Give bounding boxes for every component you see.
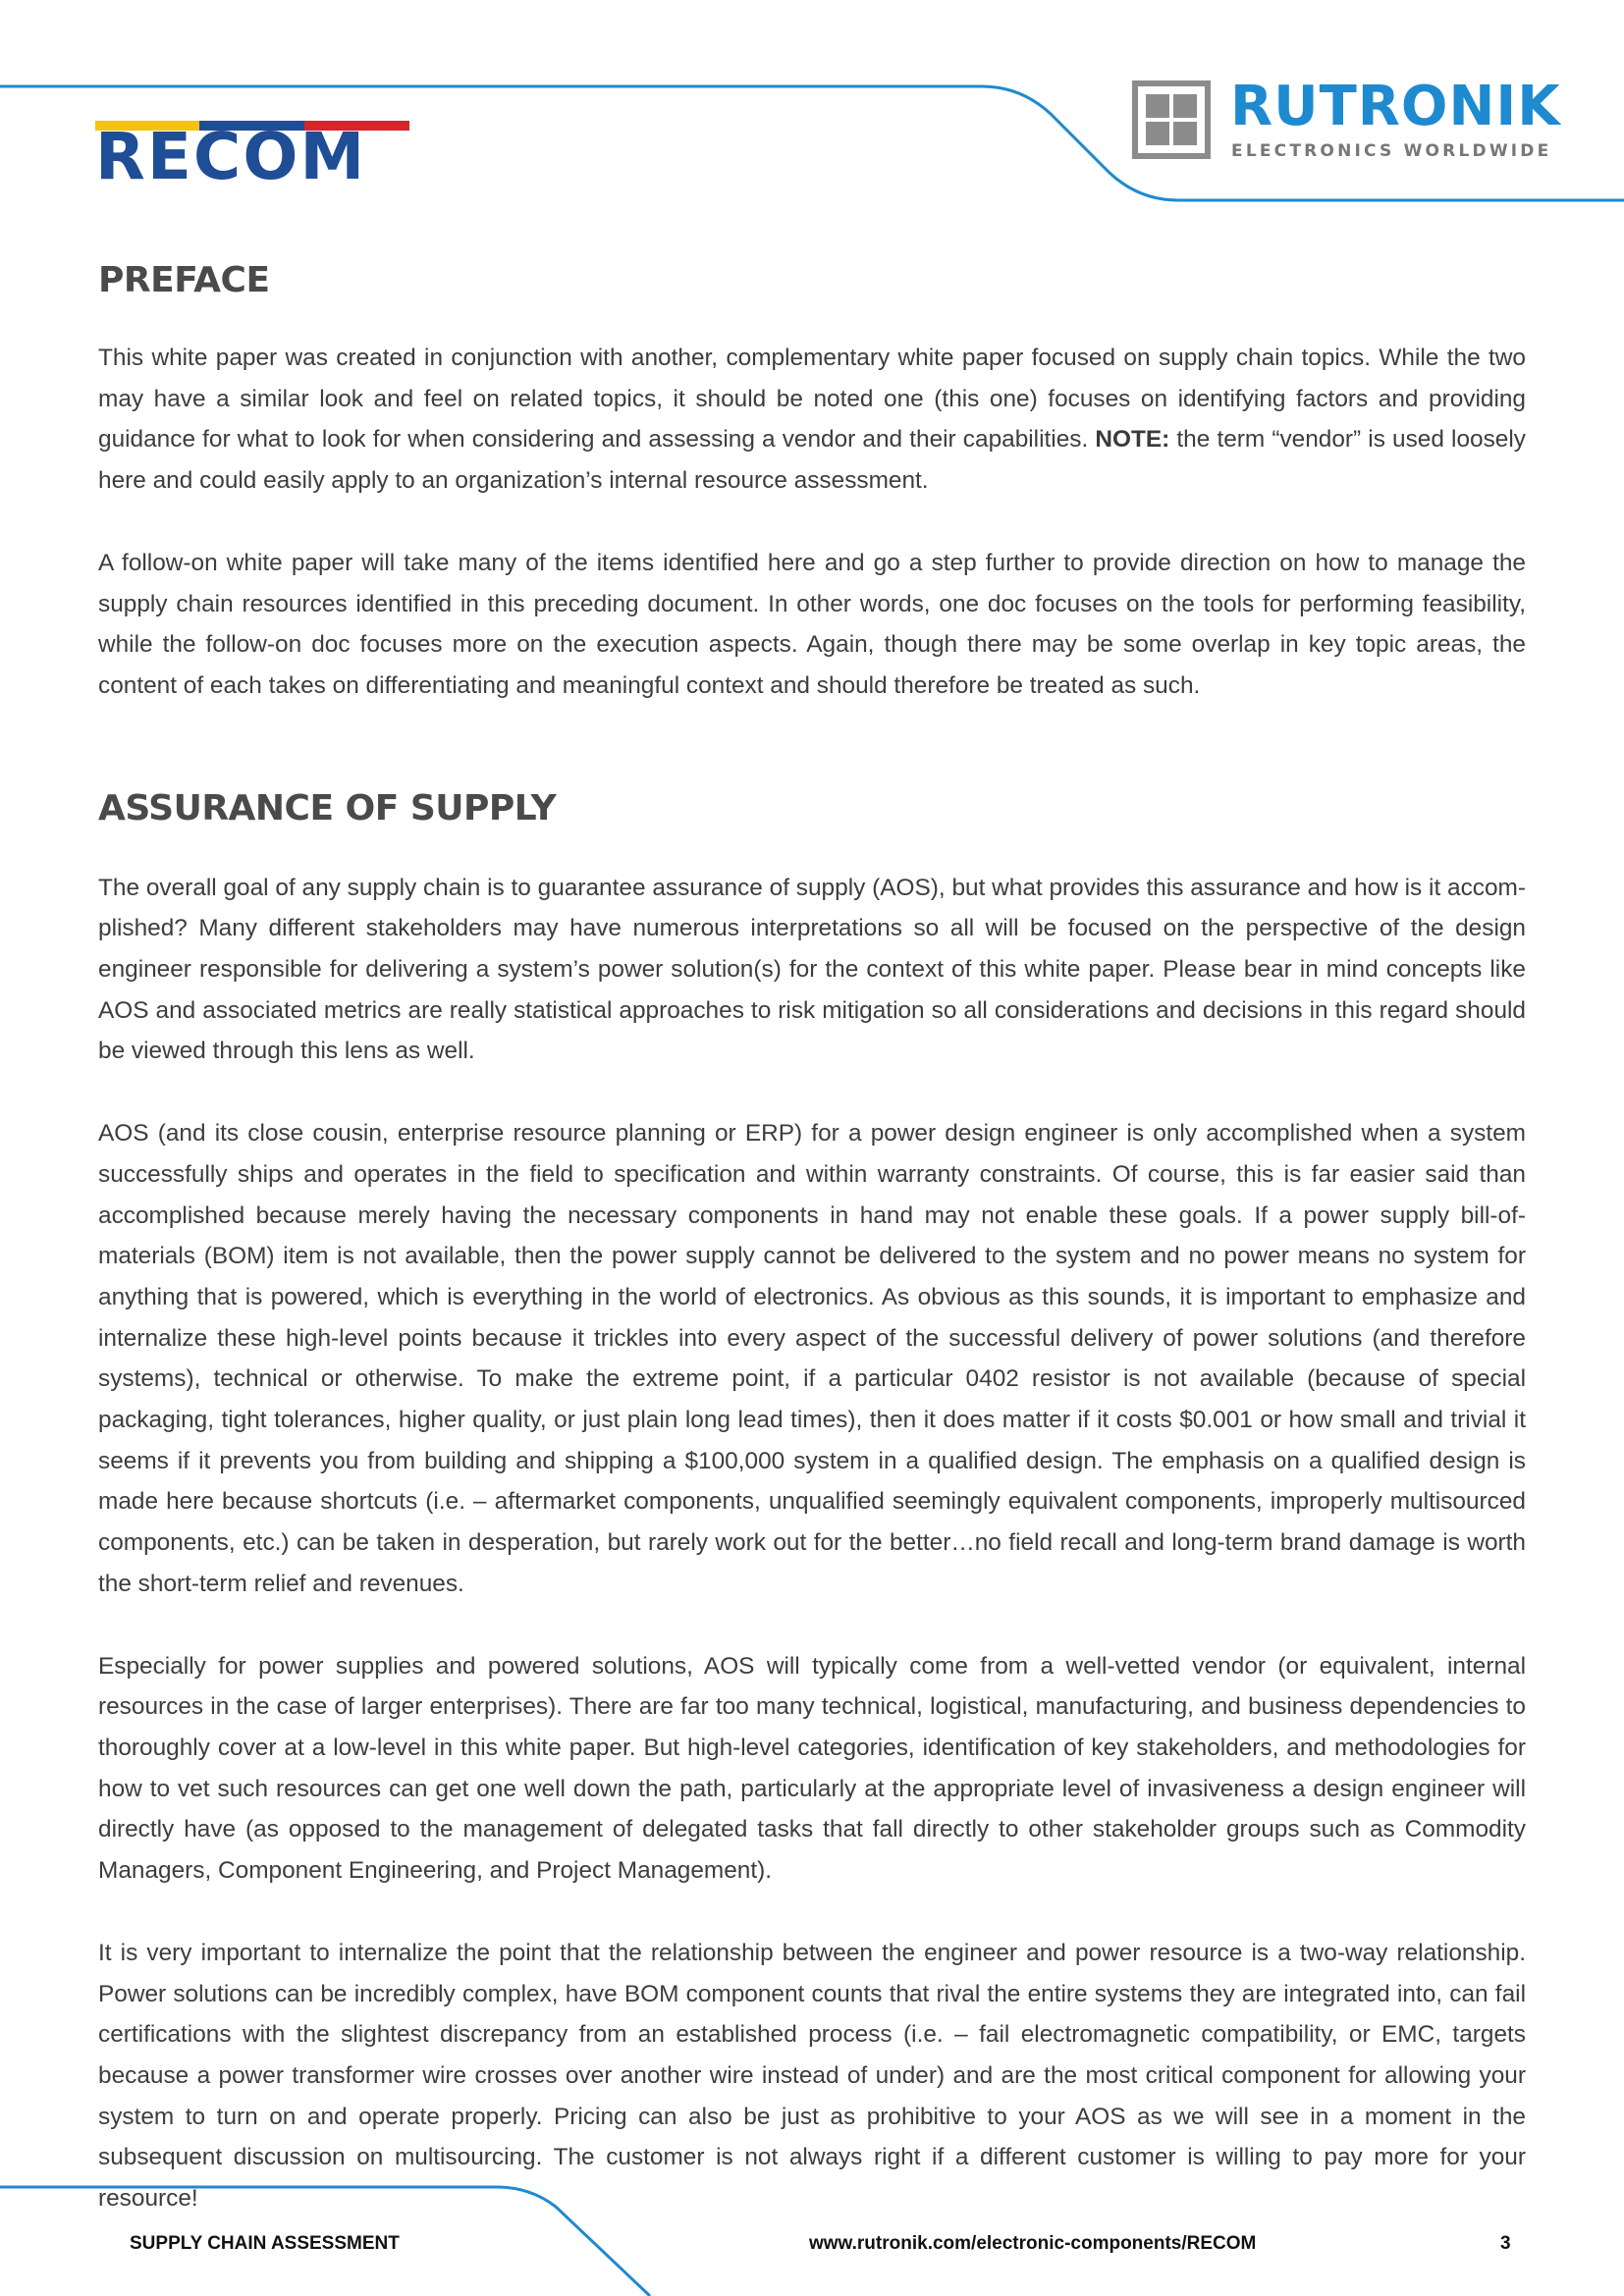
assurance-paragraph-1: The overall goal of any supply chain is to guarantee assurance of supply (AOS), but what provides this assurance and how is it accomplished? Many different stakeholders may have numerous interpretations so all will be focused on the perspective of the design engineer responsible for delivering a system’s power solution(s) for the context of this white paper. Please bear in mind concepts like AOS and associated metrics are really statistical approaches to risk mitigation so all considerations and decisions in this regard should be viewed through this lens as well. [98, 874, 1526, 1065]
footer-document-title: SUPPLY CHAIN ASSESSMENT [130, 2233, 400, 2254]
preface-p1-text-after: the term “vendor” is used loosely here and could easily apply to an organization’s internal resource assessment. [98, 426, 1526, 495]
assurance-heading: ASSURANCE OF SUPPLY [98, 787, 557, 828]
recom-logo-text: RECOM [95, 119, 367, 194]
preface-p1-text: This white paper was created in conjunction with another, complementary white paper focused on supply chain topics. While the two may have a similar look and feel on related topics, it should be noted one (this one) focuses on identifying factors and providing guidance for what to look for when considering and assessing a vendor and their capabilities. [98, 345, 1526, 454]
footer-url-link[interactable]: www.rutronik.com/electronic-components/RECOM [809, 2233, 1257, 2254]
preface-paragraph-1 [98, 338, 1526, 502]
rutronik-logo-name: RUTRONIK [1230, 75, 1561, 138]
preface-heading: PREFACE [98, 260, 270, 300]
rutronik-grid-icon [1132, 80, 1211, 159]
main-content [98, 253, 1526, 2219]
preface-paragraph-2: A follow-on white paper will take many of the items identified here and go a step further to provide direction on how to manage the supply chain resources identified in this preceding document. In other words, one doc focuses on the tools for performing feasibility, while the follow-on doc focuses more on the execution aspects. Again, though there may be some overlap in key topic areas, the content of each takes on differentiating and meaningful context and should therefore be treated as such. [98, 549, 1526, 699]
assurance-paragraph-3: Especially for power supplies and powered solutions, AOS will typically come from a well-vetted vendor (or equivalent, internal resources in the case of larger enterprises). There are far too many technical, logistical, manufacturing, and business dependencies to thoroughly cover at a low-level in this white paper. But high-level categories, identification of key stakeholders, and methodologies for how to vet such resources can get one well down the path, particularly at the appropriate level of invasiveness a design engineer will directly have (as opposed to the management of delegated tasks that fall directly to other stakeholder groups such as Commodity Managers, Component Engineering, and Project Management). [98, 1652, 1526, 1885]
recom-logo [95, 119, 409, 194]
rutronik-logo [1132, 75, 1561, 165]
assurance-paragraph-2: AOS (and its close cousin, enterprise resource planning or ERP) for a power design engineer is only accomplished when a system successfully ships and operates in the field to specification and within warranty constraints. Of course, this is far easier said than accomplished because merely having the necessary components in hand may not enable these goals. If a power supply bill-of-materials (BOM) item is not available, then the power supply cannot be delivered to the system and no power means no system for anything that is powered, which is everything in the world of electronics. As obvious as this sounds, it is important to emphasize and internalize these high-level points because it trickles into every aspect of the successful delivery of power solutions (and therefore systems), technical or otherwise. To make the extreme point, if a particular 0402 resistor is not available (because of special packaging, tight tolerances, higher quality, or just plain long lead times), then it does matter if it costs $0.001 or how small and trivial it seems if it prevents you from building and shipping a $100,000 system in a qualified design. The emphasis on a qualified design is made here because shortcuts (i.e. – aftermarket components, unqualified seemingly equivalent components, improperly multisourced components, etc.) can be taken in desperation, but rarely work out for the better…no field recall and long-term brand damage is worth the short-term relief and revenues. [98, 1120, 1526, 1597]
preface-note-label: NOTE: [1095, 426, 1170, 454]
assurance-paragraph-4: It is very important to internalize the point that the relationship between the engineer and power resource is a two-way relationship. Power solutions can be incredibly complex, have BOM component counts that rival the entire systems they are integrated into, can fail certifications with the slightest discrepancy from an established process (i.e. – fail electromagnetic compatibility, or EMC, targets because a power transformer wire crosses over another wire instead of under) and are the most critical component for allowing your system to turn on and operate properly. Pricing can also be just as prohibitive to your AOS as we will see in a moment in the subsequent discussion on multisourcing. The customer is not always right if a different customer is willing to pay more for your resource! [98, 1939, 1526, 2213]
rutronik-logo-tagline: ELECTRONICS WORLDWIDE [1231, 141, 1552, 161]
footer-page-number: 3 [1500, 2233, 1511, 2254]
